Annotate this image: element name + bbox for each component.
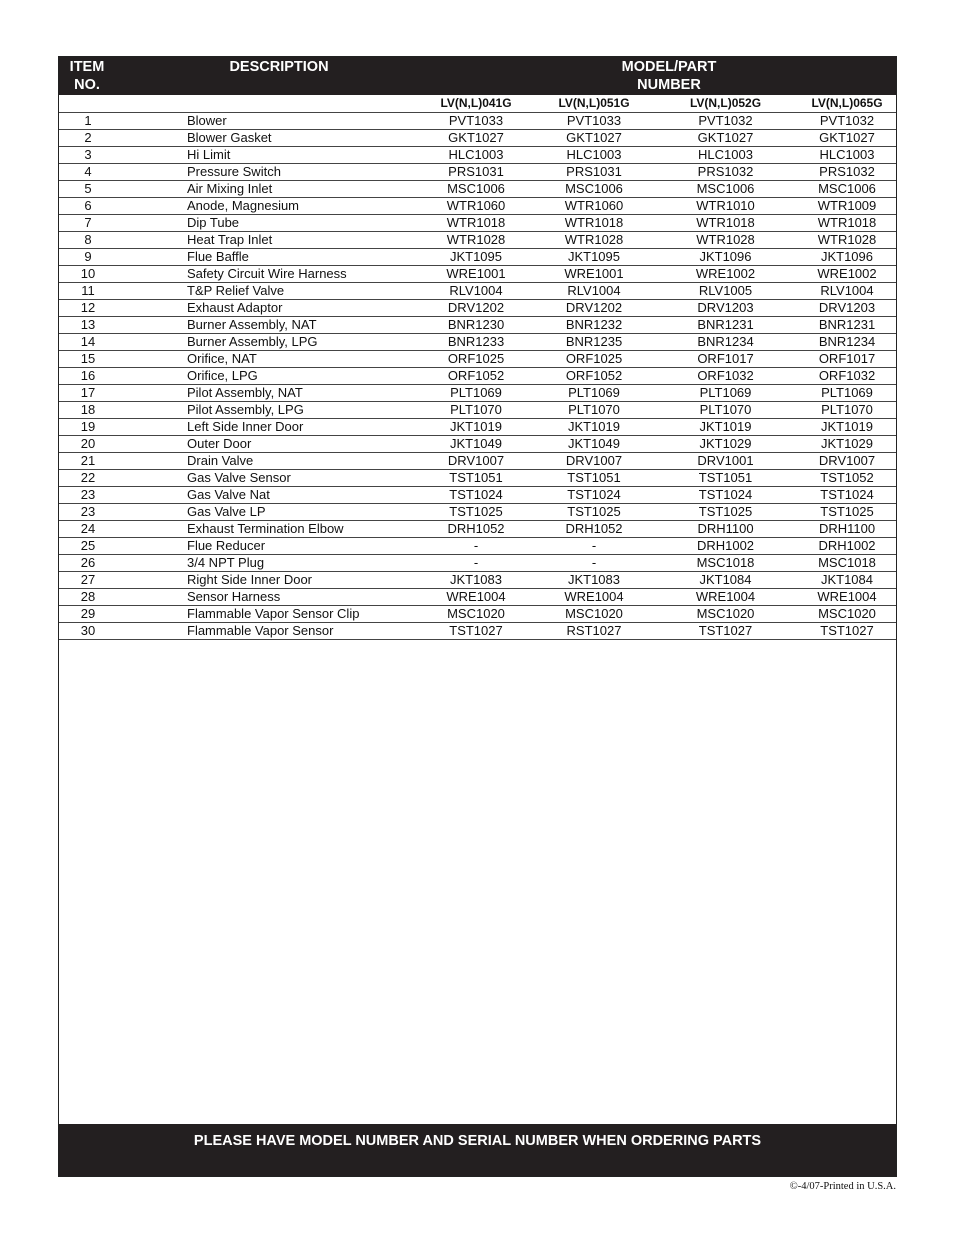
part-number-cell: ORF1032	[653, 368, 798, 385]
description-cell: Blower	[187, 113, 417, 130]
part-number-cell: WTR1018	[417, 215, 535, 232]
description-cell: Right Side Inner Door	[187, 572, 417, 589]
part-number-cell: RLV1005	[653, 283, 798, 300]
model-column-header: LV(N,L)041G	[417, 95, 535, 113]
part-number-cell: JKT1019	[653, 419, 798, 436]
table-row	[59, 147, 896, 164]
description-cell: Anode, Magnesium	[187, 198, 417, 215]
item-number-cell: 2	[59, 130, 117, 147]
table-row	[59, 368, 896, 385]
description-cell: T&P Relief Valve	[187, 283, 417, 300]
part-number-cell: PLT1070	[417, 402, 535, 419]
item-number-cell: 4	[59, 164, 117, 181]
item-number-cell: 9	[59, 249, 117, 266]
part-number-cell: JKT1084	[798, 572, 896, 589]
item-number-cell: 14	[59, 334, 117, 351]
part-number-cell: WRE1001	[417, 266, 535, 283]
item-number-cell: 5	[59, 181, 117, 198]
part-number-cell: MSC1020	[535, 606, 653, 623]
part-number-cell: WTR1010	[653, 198, 798, 215]
description-cell: Flammable Vapor Sensor Clip	[187, 606, 417, 623]
part-number-cell: GKT1027	[535, 130, 653, 147]
part-number-cell: WTR1028	[535, 232, 653, 249]
part-number-cell: MSC1006	[798, 181, 896, 198]
table-row	[59, 538, 896, 555]
item-number-cell: 29	[59, 606, 117, 623]
part-number-cell: DRV1202	[417, 300, 535, 317]
part-number-cell: WRE1002	[798, 266, 896, 283]
part-number-cell: PRS1031	[417, 164, 535, 181]
spacer-cell	[117, 385, 187, 402]
table-row	[59, 164, 896, 181]
table-row	[59, 317, 896, 334]
part-number-cell: WTR1009	[798, 198, 896, 215]
spacer-cell	[117, 453, 187, 470]
spacer-cell	[117, 181, 187, 198]
part-number-cell: DRH1052	[417, 521, 535, 538]
item-number-cell: 24	[59, 521, 117, 538]
table-row	[59, 385, 896, 402]
spacer-cell	[117, 589, 187, 606]
description-header: DESCRIPTION	[229, 59, 329, 75]
part-number-cell: MSC1006	[535, 181, 653, 198]
description-cell: Burner Assembly, LPG	[187, 334, 417, 351]
part-number-cell: TST1052	[798, 470, 896, 487]
part-number-cell: DRV1007	[798, 453, 896, 470]
part-number-cell: WRE1002	[653, 266, 798, 283]
description-cell: Safety Circuit Wire Harness	[187, 266, 417, 283]
item-number-cell: 16	[59, 368, 117, 385]
part-number-cell: DRH1002	[653, 538, 798, 555]
spacer-cell	[117, 555, 187, 572]
part-number-cell: DRV1007	[417, 453, 535, 470]
part-number-cell: BNR1232	[535, 317, 653, 334]
part-number-cell: BNR1231	[798, 317, 896, 334]
table-row	[59, 130, 896, 147]
part-number-cell: DRV1202	[535, 300, 653, 317]
table-row	[59, 351, 896, 368]
part-number-cell: TST1025	[417, 504, 535, 521]
part-number-cell: TST1051	[417, 470, 535, 487]
spacer-cell	[117, 351, 187, 368]
description-cell: Blower Gasket	[187, 130, 417, 147]
item-number-cell: 6	[59, 198, 117, 215]
spacer-cell	[117, 419, 187, 436]
description-cell: Burner Assembly, NAT	[187, 317, 417, 334]
part-number-cell: MSC1020	[653, 606, 798, 623]
table-row	[59, 334, 896, 351]
model-column-header: LV(N,L)052G	[653, 95, 798, 113]
part-number-cell: ORF1032	[798, 368, 896, 385]
item-number-cell: 23	[59, 504, 117, 521]
part-number-cell: JKT1084	[653, 572, 798, 589]
table-row	[59, 266, 896, 283]
part-number-cell: TST1051	[535, 470, 653, 487]
description-cell: Air Mixing Inlet	[187, 181, 417, 198]
part-number-cell: WTR1018	[535, 215, 653, 232]
part-number-cell: DRH1100	[798, 521, 896, 538]
table-row	[59, 402, 896, 419]
model-header-row	[59, 95, 896, 113]
spacer-cell	[117, 504, 187, 521]
item-number-cell: 20	[59, 436, 117, 453]
part-number-cell: PRS1032	[653, 164, 798, 181]
description-cell: Hi Limit	[187, 147, 417, 164]
spacer-cell	[117, 317, 187, 334]
spacer-cell	[117, 572, 187, 589]
description-cell: Flammable Vapor Sensor	[187, 623, 417, 640]
table-row	[59, 572, 896, 589]
part-number-cell: PLT1069	[535, 385, 653, 402]
table-row	[59, 113, 896, 130]
item-number-cell: 25	[59, 538, 117, 555]
spacer-cell	[117, 487, 187, 504]
item-number-cell: 10	[59, 266, 117, 283]
item-number-cell: 22	[59, 470, 117, 487]
description-cell: Pilot Assembly, LPG	[187, 402, 417, 419]
item-number-cell: 21	[59, 453, 117, 470]
part-number-cell: DRH1002	[798, 538, 896, 555]
description-cell: Flue Reducer	[187, 538, 417, 555]
model-column-header: LV(N,L)051G	[535, 95, 653, 113]
part-number-cell: JKT1096	[653, 249, 798, 266]
part-number-cell: JKT1095	[535, 249, 653, 266]
table-row	[59, 232, 896, 249]
table-row	[59, 606, 896, 623]
part-number-cell: PVT1032	[798, 113, 896, 130]
part-number-cell: ORF1025	[417, 351, 535, 368]
copyright-notice: ©-4/07-Printed in U.S.A.	[789, 1181, 896, 1192]
part-number-cell: RLV1004	[535, 283, 653, 300]
model-column-header: LV(N,L)065G	[798, 95, 896, 113]
spacer-cell	[117, 283, 187, 300]
part-number-cell: JKT1029	[653, 436, 798, 453]
part-number-cell: PLT1069	[798, 385, 896, 402]
description-cell: Exhaust Adaptor	[187, 300, 417, 317]
table-row	[59, 300, 896, 317]
spacer-cell	[117, 113, 187, 130]
part-number-cell: PLT1069	[417, 385, 535, 402]
spacer-cell	[117, 249, 187, 266]
table-header-bar	[59, 57, 896, 95]
part-number-cell: WTR1060	[535, 198, 653, 215]
table-row	[59, 504, 896, 521]
part-number-cell: JKT1083	[535, 572, 653, 589]
item-number-cell: 7	[59, 215, 117, 232]
item-number-cell: 12	[59, 300, 117, 317]
part-number-cell: PVT1032	[653, 113, 798, 130]
part-number-cell: TST1025	[798, 504, 896, 521]
spacer-cell	[117, 623, 187, 640]
spacer-cell	[117, 215, 187, 232]
description-cell: Pilot Assembly, NAT	[187, 385, 417, 402]
item-number-cell: 18	[59, 402, 117, 419]
part-number-cell: JKT1083	[417, 572, 535, 589]
part-number-cell: MSC1006	[417, 181, 535, 198]
part-number-cell: JKT1096	[798, 249, 896, 266]
table-row	[59, 555, 896, 572]
spacer-cell	[117, 300, 187, 317]
part-number-cell: DRV1007	[535, 453, 653, 470]
part-number-cell: HLC1003	[417, 147, 535, 164]
table-row	[59, 215, 896, 232]
model-header-line2: NUMBER	[637, 77, 701, 93]
part-number-cell: BNR1231	[653, 317, 798, 334]
table-row	[59, 470, 896, 487]
part-number-cell: MSC1006	[653, 181, 798, 198]
table-row	[59, 249, 896, 266]
item-number-cell: 19	[59, 419, 117, 436]
description-cell: Sensor Harness	[187, 589, 417, 606]
item-number-cell: 27	[59, 572, 117, 589]
table-row	[59, 623, 896, 640]
part-number-cell: JKT1049	[535, 436, 653, 453]
description-cell: Flue Baffle	[187, 249, 417, 266]
part-number-cell: JKT1095	[417, 249, 535, 266]
part-number-cell: WTR1028	[653, 232, 798, 249]
ordering-notice-bar: PLEASE HAVE MODEL NUMBER AND SERIAL NUMBER WHEN ORDERING PARTS	[59, 1124, 896, 1176]
part-number-cell: PLT1070	[535, 402, 653, 419]
part-number-cell: MSC1020	[417, 606, 535, 623]
description-cell: Orifice, NAT	[187, 351, 417, 368]
part-number-cell: HLC1003	[798, 147, 896, 164]
part-number-cell: MSC1020	[798, 606, 896, 623]
part-number-cell: JKT1019	[535, 419, 653, 436]
item-number-cell: 23	[59, 487, 117, 504]
table-row	[59, 589, 896, 606]
spacer-cell	[117, 470, 187, 487]
part-number-cell: RST1027	[535, 623, 653, 640]
table-row	[59, 521, 896, 538]
model-part-number-header	[589, 58, 749, 94]
item-number-cell: 26	[59, 555, 117, 572]
part-number-cell: ORF1017	[798, 351, 896, 368]
part-number-cell: ORF1052	[535, 368, 653, 385]
spacer-cell	[117, 266, 187, 283]
spacer-cell	[117, 147, 187, 164]
part-number-cell: WRE1004	[653, 589, 798, 606]
part-number-cell: DRV1203	[798, 300, 896, 317]
part-number-cell: DRH1100	[653, 521, 798, 538]
part-number-cell: PRS1032	[798, 164, 896, 181]
part-number-cell: MSC1018	[798, 555, 896, 572]
part-number-cell: RLV1004	[798, 283, 896, 300]
description-cell: Orifice, LPG	[187, 368, 417, 385]
description-cell: Heat Trap Inlet	[187, 232, 417, 249]
item-number-cell: 8	[59, 232, 117, 249]
item-number-cell: 11	[59, 283, 117, 300]
table-row	[59, 181, 896, 198]
part-number-cell: TST1025	[653, 504, 798, 521]
description-cell: Gas Valve Sensor	[187, 470, 417, 487]
part-number-cell: WRE1004	[535, 589, 653, 606]
part-number-cell: -	[535, 538, 653, 555]
spacer-cell	[117, 521, 187, 538]
item-number-cell: 3	[59, 147, 117, 164]
part-number-cell: GKT1027	[417, 130, 535, 147]
part-number-cell: ORF1052	[417, 368, 535, 385]
part-number-cell: PVT1033	[535, 113, 653, 130]
part-number-cell: WTR1060	[417, 198, 535, 215]
item-number-cell: 28	[59, 589, 117, 606]
item-number-cell: 17	[59, 385, 117, 402]
part-number-cell: TST1024	[417, 487, 535, 504]
part-number-cell: PLT1070	[653, 402, 798, 419]
model-header-line1: MODEL/PART	[621, 59, 717, 75]
part-number-cell: BNR1235	[535, 334, 653, 351]
description-cell: 3/4 NPT Plug	[187, 555, 417, 572]
spacer-cell	[117, 164, 187, 181]
part-number-cell: ORF1025	[535, 351, 653, 368]
part-number-cell: JKT1019	[798, 419, 896, 436]
table-row	[59, 436, 896, 453]
item-header-line1: ITEM	[69, 59, 105, 75]
parts-list-frame	[58, 56, 897, 1177]
part-number-cell: HLC1003	[653, 147, 798, 164]
part-number-cell: MSC1018	[653, 555, 798, 572]
description-cell: Drain Valve	[187, 453, 417, 470]
spacer-cell	[117, 436, 187, 453]
part-number-cell: PRS1031	[535, 164, 653, 181]
part-number-cell: JKT1029	[798, 436, 896, 453]
part-number-cell: BNR1234	[798, 334, 896, 351]
description-cell: Left Side Inner Door	[187, 419, 417, 436]
spacer-cell	[117, 232, 187, 249]
part-number-cell: JKT1049	[417, 436, 535, 453]
part-number-cell: BNR1234	[653, 334, 798, 351]
item-header-line2: NO.	[74, 77, 100, 93]
part-number-cell: TST1027	[653, 623, 798, 640]
part-number-cell: GKT1027	[798, 130, 896, 147]
part-number-cell: DRH1052	[535, 521, 653, 538]
description-cell: Dip Tube	[187, 215, 417, 232]
part-number-cell: JKT1019	[417, 419, 535, 436]
spacer-cell	[117, 334, 187, 351]
table-row	[59, 487, 896, 504]
part-number-cell: -	[535, 555, 653, 572]
part-number-cell: TST1024	[653, 487, 798, 504]
part-number-cell: ORF1017	[653, 351, 798, 368]
part-number-cell: WTR1028	[417, 232, 535, 249]
table-row	[59, 283, 896, 300]
part-number-cell: PLT1069	[653, 385, 798, 402]
part-number-cell: WTR1028	[798, 232, 896, 249]
item-number-cell: 13	[59, 317, 117, 334]
part-number-cell: TST1027	[417, 623, 535, 640]
spacer-cell	[117, 130, 187, 147]
part-number-cell: WTR1018	[653, 215, 798, 232]
description-cell: Exhaust Termination Elbow	[187, 521, 417, 538]
description-cell: Outer Door	[187, 436, 417, 453]
part-number-cell: BNR1233	[417, 334, 535, 351]
parts-table-body	[59, 95, 896, 640]
spacer-cell	[117, 198, 187, 215]
part-number-cell: -	[417, 538, 535, 555]
part-number-cell: TST1024	[535, 487, 653, 504]
spacer-cell	[117, 538, 187, 555]
part-number-cell: WRE1004	[798, 589, 896, 606]
part-number-cell: TST1027	[798, 623, 896, 640]
parts-table	[59, 95, 896, 640]
description-cell: Gas Valve LP	[187, 504, 417, 521]
part-number-cell: PLT1070	[798, 402, 896, 419]
part-number-cell: WRE1004	[417, 589, 535, 606]
part-number-cell: TST1025	[535, 504, 653, 521]
spacer-cell	[117, 402, 187, 419]
part-number-cell: WRE1001	[535, 266, 653, 283]
table-row	[59, 419, 896, 436]
item-number-cell: 15	[59, 351, 117, 368]
part-number-cell: HLC1003	[535, 147, 653, 164]
part-number-cell: WTR1018	[798, 215, 896, 232]
part-number-cell: GKT1027	[653, 130, 798, 147]
part-number-cell: DRV1203	[653, 300, 798, 317]
part-number-cell: BNR1230	[417, 317, 535, 334]
description-cell: Pressure Switch	[187, 164, 417, 181]
item-number-cell: 30	[59, 623, 117, 640]
part-number-cell: RLV1004	[417, 283, 535, 300]
table-row	[59, 198, 896, 215]
part-number-cell: TST1051	[653, 470, 798, 487]
part-number-cell: DRV1001	[653, 453, 798, 470]
item-no-header	[59, 58, 115, 94]
item-number-cell: 1	[59, 113, 117, 130]
description-cell: Gas Valve Nat	[187, 487, 417, 504]
spacer-cell	[117, 606, 187, 623]
spacer-cell	[117, 368, 187, 385]
part-number-cell: PVT1033	[417, 113, 535, 130]
part-number-cell: -	[417, 555, 535, 572]
table-row	[59, 453, 896, 470]
part-number-cell: TST1024	[798, 487, 896, 504]
